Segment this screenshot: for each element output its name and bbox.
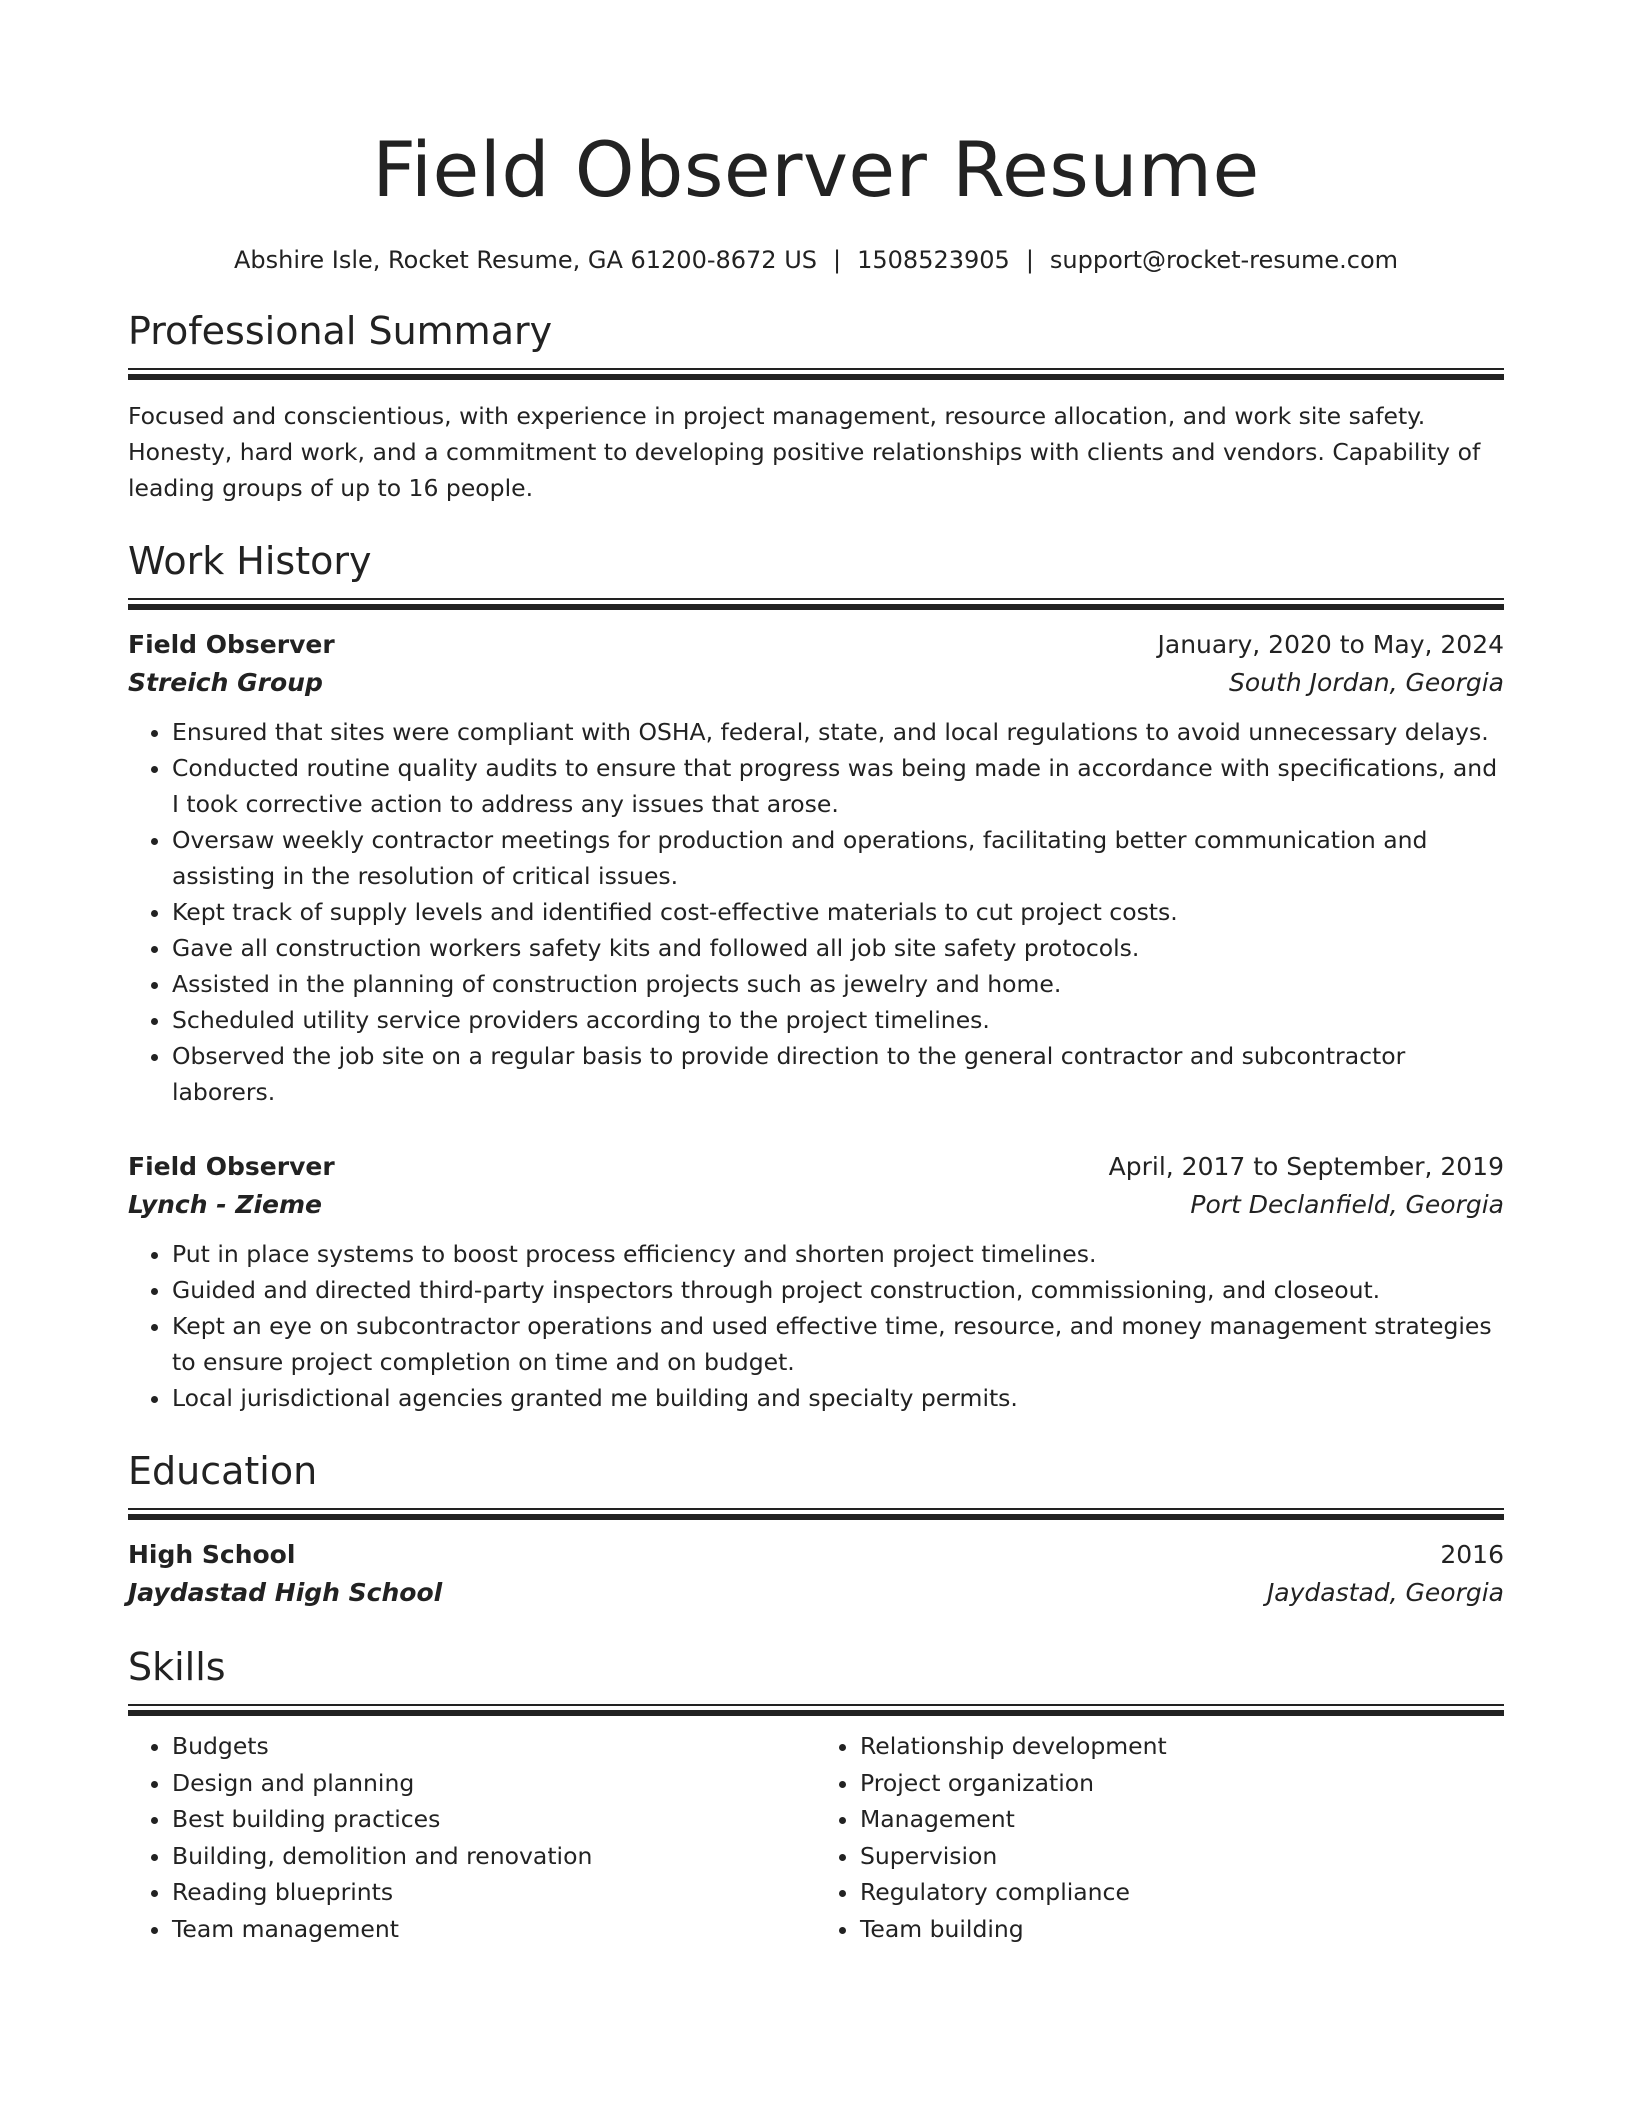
- section-divider: [128, 1508, 1504, 1520]
- education-degree: High School: [128, 1540, 296, 1569]
- contact-email: support@rocket-resume.com: [1049, 246, 1398, 274]
- skill-item: • Budgets: [172, 1728, 816, 1765]
- skill-item: • Relationship development: [860, 1728, 1504, 1765]
- job-bullets: [128, 714, 1504, 1110]
- education-header: [128, 1536, 1504, 1574]
- contact-phone: 1508523905: [857, 246, 1010, 274]
- skill-item: • Supervision: [860, 1838, 1504, 1875]
- section-divider: [128, 598, 1504, 610]
- education-subheader: [128, 1574, 1504, 1612]
- skill-item: • Team management: [172, 1911, 816, 1948]
- skills-list-right: [816, 1728, 1504, 1947]
- skill-item: • Project organization: [860, 1765, 1504, 1802]
- skills-section: [128, 1642, 1504, 1947]
- job-subheader: [128, 1186, 1504, 1224]
- professional-summary-section: [128, 306, 1504, 506]
- job-bullet: • Local jurisdictional agencies granted me building and specialty permits.: [172, 1380, 1504, 1416]
- job-bullet: • Conducted routine quality audits to ensure that progress was being made in accordance with specifications, and I took corrective action to address any issues that arose.: [172, 750, 1504, 822]
- job-entry: [128, 1148, 1504, 1416]
- job-bullet: • Observed the job site on a regular basis to provide direction to the general contractor and subcontractor laborers.: [172, 1038, 1504, 1110]
- job-bullet: • Ensured that sites were compliant with OSHA, federal, state, and local regulations to avoid unnecessary delays.: [172, 714, 1504, 750]
- job-company: Lynch - Zieme: [128, 1190, 322, 1219]
- skill-item: • Regulatory compliance: [860, 1874, 1504, 1911]
- skill-item: • Team building: [860, 1911, 1504, 1948]
- education-location: Jaydastad, Georgia: [1266, 1578, 1504, 1607]
- job-bullet: • Gave all construction workers safety kits and followed all job site safety protocols.: [172, 930, 1504, 966]
- job-header: [128, 626, 1504, 664]
- skill-item: • Reading blueprints: [172, 1874, 816, 1911]
- skills-columns: [128, 1728, 1504, 1947]
- contact-line: [128, 244, 1504, 276]
- skills-list-left: [128, 1728, 816, 1947]
- job-company: Streich Group: [128, 668, 323, 697]
- job-header: [128, 1148, 1504, 1186]
- job-bullet: • Kept track of supply levels and identified cost-effective materials to cut project costs.: [172, 894, 1504, 930]
- contact-separator: |: [833, 246, 842, 274]
- section-title-education: Education: [128, 1449, 318, 1493]
- job-bullet: • Put in place systems to boost process efficiency and shorten project timelines.: [172, 1236, 1504, 1272]
- skill-item: • Design and planning: [172, 1765, 816, 1802]
- job-role: Field Observer: [128, 630, 335, 659]
- resume-title: Field Observer Resume: [372, 125, 1260, 214]
- skill-item: • Building, demolition and renovation: [172, 1838, 816, 1875]
- section-title-summary: Professional Summary: [128, 309, 553, 353]
- job-dates: January, 2020 to May, 2024: [1157, 630, 1504, 659]
- skill-item: • Best building practices: [172, 1801, 816, 1838]
- job-bullet: • Kept an eye on subcontractor operations and used effective time, resource, and money management strategies to ensure project completion on time and on budget.: [172, 1308, 1504, 1380]
- job-location: Port Declanfield, Georgia: [1190, 1190, 1504, 1219]
- education-entry: [128, 1536, 1504, 1612]
- job-bullet: • Scheduled utility service providers according to the project timelines.: [172, 1002, 1504, 1038]
- education-year: 2016: [1440, 1540, 1504, 1569]
- section-title-work-history: Work History: [128, 539, 372, 583]
- job-subheader: [128, 664, 1504, 702]
- job-entry: [128, 626, 1504, 1110]
- job-bullet: • Oversaw weekly contractor meetings for production and operations, facilitating better communication and assisting in the resolution of critical issues.: [172, 822, 1504, 894]
- education-school: Jaydastad High School: [128, 1578, 443, 1607]
- section-divider: [128, 1704, 1504, 1716]
- section-divider: [128, 368, 1504, 380]
- work-history-section: [128, 536, 1504, 1416]
- job-bullet: • Assisted in the planning of construction projects such as jewelry and home.: [172, 966, 1504, 1002]
- education-section: [128, 1446, 1504, 1612]
- job-dates: April, 2017 to September, 2019: [1108, 1152, 1504, 1181]
- contact-separator: |: [1025, 246, 1034, 274]
- contact-address: Abshire Isle, Rocket Resume, GA 61200-8672 US: [234, 246, 818, 274]
- job-role: Field Observer: [128, 1152, 335, 1181]
- summary-text: Focused and conscientious, with experience in project management, resource allocation, and work site safety. Honesty, hard work, and a commitment to developing positive relationships with clients and vendors. Capability of leading groups of up to 16 people.: [128, 402, 1481, 502]
- skill-item: • Management: [860, 1801, 1504, 1838]
- section-title-skills: Skills: [128, 1645, 226, 1689]
- job-bullet: • Guided and directed third-party inspectors through project construction, commissioning, and closeout.: [172, 1272, 1504, 1308]
- job-location: South Jordan, Georgia: [1229, 668, 1504, 697]
- job-bullets: [128, 1236, 1504, 1416]
